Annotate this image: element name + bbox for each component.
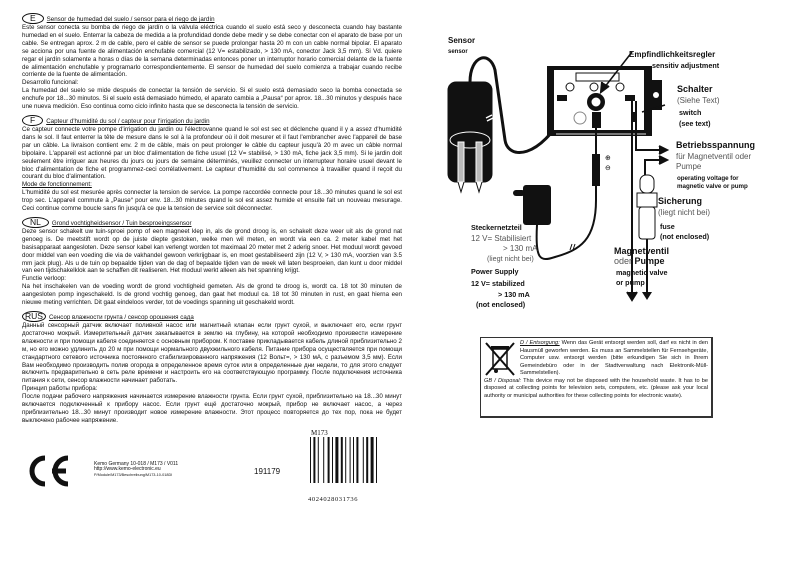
label-valve-de: Magnetventil — [614, 246, 670, 256]
section-subtitle: Принцип работы прибора: — [22, 385, 98, 393]
label-psu-de-3: > 130 mA — [503, 244, 538, 253]
barcode-number: 4024028031736 — [308, 495, 359, 503]
file-path: P/Module/M173/Beschreibung/M173-10-018DI — [94, 472, 173, 477]
section-title: Capteur d'humidité du sol / capteur pour l'irrigation du jardin — [46, 118, 210, 126]
section-title: Grond vochtigheidsensor / Tuin besproeingssensor — [51, 220, 192, 228]
section-spanish — [22, 14, 402, 111]
lang-badge: E — [22, 13, 44, 24]
article-number: 191179 — [254, 466, 281, 476]
barcode — [308, 430, 384, 506]
label-sensor-en: sensor — [448, 49, 468, 55]
ce-mark — [26, 454, 70, 493]
label-adjust-de: Empfindlichkeitsregler — [629, 50, 716, 59]
barcode-bar — [313, 437, 315, 483]
section-russian — [22, 312, 402, 425]
section-body: Deze sensor schakelt uw tuin-sproei pomp of een magneet klep in, als de grond droog is, en schakelt deze weer uit als de grond nat genoeg is. De meetstift wordt op de juiste diepte gestoken, welke men wil meten, en wordt via een ca. 2 meter kabel met het basisapparaat aangesloten. Deze sensor kabel kan verlengt worden tot maximaal 20 meter met 2 aderig snoer. Het moduul wordt gevoed door middel van een voeding die via de vakhandel gewoon verkrijgbaar is, en moet gestabiliseerd zijn (12 V, > 130 mA, voorzien van 3.5 mm jack plug). Als u de tuin op bepaalde tijden van de dag of bepaalde tijden van de week wil laten besproeien, dan kunt u door middel van een tijdschakelklok aan te schaffen dit realiseren. Het moduul werkt alleen als het spanning krijgt. — [22, 227, 402, 275]
label-valve-en-2: or pump — [616, 278, 645, 287]
disposal-gb-label: GB / Disposal: — [484, 377, 522, 384]
barcode-bar — [353, 437, 354, 483]
section-body-2: Na het inschakelen van de voeding wordt de grond vochtigheid gemeten. Als de grond te droog is, wordt ca. 18 tot 30 minuten de aangesloten pomp ingeschakeld. Is de grond vochtig genoeg, dan gaat het moduul ca. 18 tot 30 minuten in rust, en gaat hierna een nieuwe meting verrichten. Dit gaat eindeloos verder, tot de voedings spanning uit geschakeld wordt. — [22, 283, 402, 307]
label-psu-en-4: (not enclosed) — [476, 300, 526, 309]
company-url[interactable]: http://www.kemo-electronic.eu — [94, 466, 161, 473]
barcode-bar — [350, 437, 351, 483]
label-switch-en: switch — [679, 108, 702, 117]
barcode-bar — [376, 437, 377, 483]
barcode-bar — [332, 437, 333, 483]
label-voltage-en-2: magnetic valve or pump — [677, 183, 748, 190]
label-valve-de-2: Pumpe — [634, 256, 665, 266]
label-switch-en-2: (see text) — [679, 119, 711, 128]
label-voltage-de-3: Pumpe — [676, 162, 702, 171]
barcode-bar — [356, 437, 358, 483]
label-voltage-de-2: für Magnetventil oder — [676, 152, 752, 161]
label-adjust-en: sensitiv adjustment — [652, 61, 720, 70]
label-valve-or: oder — [614, 256, 633, 266]
section-title: Сенсор влажности грунта / сенсор орошения сада — [48, 314, 194, 322]
label-psu-en-3: > 130 mA — [498, 290, 530, 299]
label-sensor-de: Sensor — [448, 36, 476, 45]
label-switch-de-2: (Siehe Text) — [677, 96, 720, 105]
section-body: Este sensor conecta su bomba de riego de jardín o la válvula eléctrica cuando el suelo está seco y desconecta cuando hay bastante humedad en el suelo. Enterrar la cabeza de medida a la profundidad donde debe medir y se debe conectar con el aparato de base por un cable. Se entregan aprox. 2 m de cable, pero el cable de sensor se puede prolongar hasta 20 m con un cable normal bipolar. El aparato se acciona por una fuente de alimentación enchufable comercial (12 V= estabilizado, > 130 mA, conector Jack 3,5 mm). Si Vd. quiere regar el jardín solamente a horas o días de la semana determinadas entonces poner un interruptor horario comercial delante de la fuente de alimentación enchufable y programarlo correspondientemente. El sensor de humedad del suelo comienza a trabajar cuando recibe corriente de la fuente de alimentación. — [22, 24, 402, 79]
barcode-bar — [323, 437, 324, 483]
label-voltage-en: operating voltage for — [677, 175, 739, 182]
barcode-bar — [366, 437, 368, 483]
label-voltage-de: Betriebsspannung — [676, 140, 756, 150]
section-subtitle: Mode de fonctionnement: — [22, 181, 92, 189]
label-valve-en: magnetic valve — [616, 268, 668, 277]
plus-icon: ⊕ — [605, 154, 611, 162]
barcode-bar — [318, 437, 319, 483]
disposal-de-label: D / Entsorgung: — [520, 340, 560, 346]
polarity-icons — [605, 154, 611, 172]
label-fuse-de: Sicherung — [658, 196, 703, 206]
barcode-bars — [308, 437, 382, 483]
company-line: Kemo Germany 10-018 / M173 / V011 — [94, 460, 179, 467]
section-body: Ce capteur connecte votre pompe d'irrigation du jardin ou l'électrovanne quand le sol est sec et déclenche quand il y a assez d'humidité dans le sol. Il faut enterrer la tête de mesure dans le sol à la profondeur où il doit mesurer et il faut l'embrancher avec l'appareil de base par un câble. La livraison contient env. 2 m de câble, mais on peut prolonger le câble du capteur jusqu'à 20 m avec un câble normal bipolaire. L'appareil est actionné par un bloc d'alimentation de fiche usuel (12 V= stabilisé, > 130 mA, fiche jack 3,5 mm). Si le jardin doit seulement être irriguer aux heures du jours ou jours de semaine déterminés, veuillez connecter un interrupteur horaire usuel devant le bloc d'alimentation de fiche et programmez-ceci corrélativement. Le capteur d'humidité du sol commence à travailler quand il reçoit du courant du bloc d'alimentation. — [22, 125, 402, 181]
section-body-2: После подачи рабочего напряжения начинается измерение влажности грунта. Если грунт сухой, приблизительно на 18...30 минут включается подключенный к прибору насос. Если грунт ещё достаточно мокрый, прибор не включает насос, а через приблизительно 18...30 минут производит новое измерение влажности. Этот процесс повторяется до тех пор, пока не будет выключено рабочее напряжение. — [22, 393, 402, 424]
label-psu-de-2: 12 V= Stabilisiert — [471, 234, 532, 243]
barcode-bar — [345, 437, 346, 483]
section-subtitle: Desarrollo funcional: — [22, 79, 79, 87]
minus-icon: ⊖ — [605, 164, 611, 172]
label-psu-de-4: (liegt nicht bei) — [487, 254, 534, 263]
barcode-bar — [371, 437, 374, 483]
label-psu-de: Steckernetzteil — [471, 223, 522, 232]
crossed-bin-icon — [484, 341, 516, 377]
section-body-2: L'humidité du sol est mesurée après connecter la tension de service. La pompe raccordée connecte pour 18...30 minutes quand le sol est trop sec. L'appareil commute à „Pause“ pour env. 18...30 minutes quand le sol est assez humide et ensuite fait un nouveau mesurage. Ceci continue comme boucle sans fin jusqu'à ce que la tension de service soit déconnecter. — [22, 189, 402, 213]
section-title: Sensor de humedad del suelo / sensor para el riego de jardín — [46, 16, 215, 24]
lang-badge: NL — [22, 217, 49, 228]
disposal-gb-text: This device may not be disposed with the household waste. It has to be disposed at collecting points for television sets, computers, etc. (please ask your local authority or municipal authorities for these collecting points for electronic waste). — [484, 377, 708, 399]
label-fuse-en-2: (not enclosed) — [660, 232, 710, 241]
label-switch-de: Schalter — [677, 84, 713, 94]
label-psu-en: Power Supply — [471, 267, 519, 276]
footer — [22, 428, 402, 503]
barcode-label: M173 — [311, 428, 328, 437]
lang-badge: F — [22, 115, 43, 126]
section-french — [22, 116, 402, 213]
disposal-de-text: Wenn das Gerät entsorgt werden soll, darf es nicht in den Hausmüll geworfen werden. Es muss an Sammelstellen für Fernsehgeräte, Computer usw. entsorgt werden (bitte erkundigen Sie sich in Ihrem Gemeindebüro oder in der Stadtverwaltung nach Elektronik-Müll-Sammelstellen). — [520, 340, 708, 376]
barcode-bar — [310, 437, 311, 483]
company-info — [94, 462, 178, 479]
instructions-column — [22, 13, 402, 503]
label-psu-en-2: 12 V= stabilized — [471, 279, 525, 288]
barcode-bar — [328, 437, 330, 483]
label-fuse-en: fuse — [660, 222, 675, 231]
lang-badge: RUS — [22, 311, 46, 322]
barcode-bar — [363, 437, 364, 483]
barcode-bar — [341, 437, 343, 483]
disposal-notice — [480, 337, 713, 418]
label-fuse-de-2: (liegt nicht bei) — [658, 208, 711, 217]
section-body: Данный сенсорный датчик включает поливной насос или магнитный клапан если грунт сухой, и выключает его, если грунт достаточно мокрый. Измерительный датчик закапывается в землю на глубину, на которой необходимо произвести измерение влажности и при помощи кабеля соединяется с основным прибором. К поставке прикладывается кабель длиной приблизительно 2 м, но его можно удлинить до 20 м при помощи нормального двухжильного кабеля. Питание прибора осуществляется при помощи стандартного сетевого источника постоянного стабилизированного напряжения (12 Вольт=, > 130 мА, с разъемом 3,5 мм). Если Вам необходимо производить полив огорода в определенное время суток или в определенные дни недели, то для этого следует включить предварительно в сеть реле времени и настроить его на соответствующую программу. После подключения источника питания к сети, сенсор влажности начинает работать. — [22, 322, 402, 385]
barcode-bar — [335, 437, 338, 483]
section-subtitle: Functie verloop: — [22, 275, 67, 283]
section-dutch — [22, 218, 402, 307]
controller-box-illustration — [547, 66, 662, 136]
section-body-2: La humedad del suelo se mide después de conectar la tensión de servicio. Si el suelo está demasiado seco la bomba conectada se enchufe por 18...30 minutos. Si el suelo está demasiado húmedo, el aparato cambia a „Pausa“ por aprox. 18...30 minutos y después hace une nueva medición. Eso continua como ciclo infinito hasta que se desconecta la tensión de servicio. — [22, 87, 402, 111]
